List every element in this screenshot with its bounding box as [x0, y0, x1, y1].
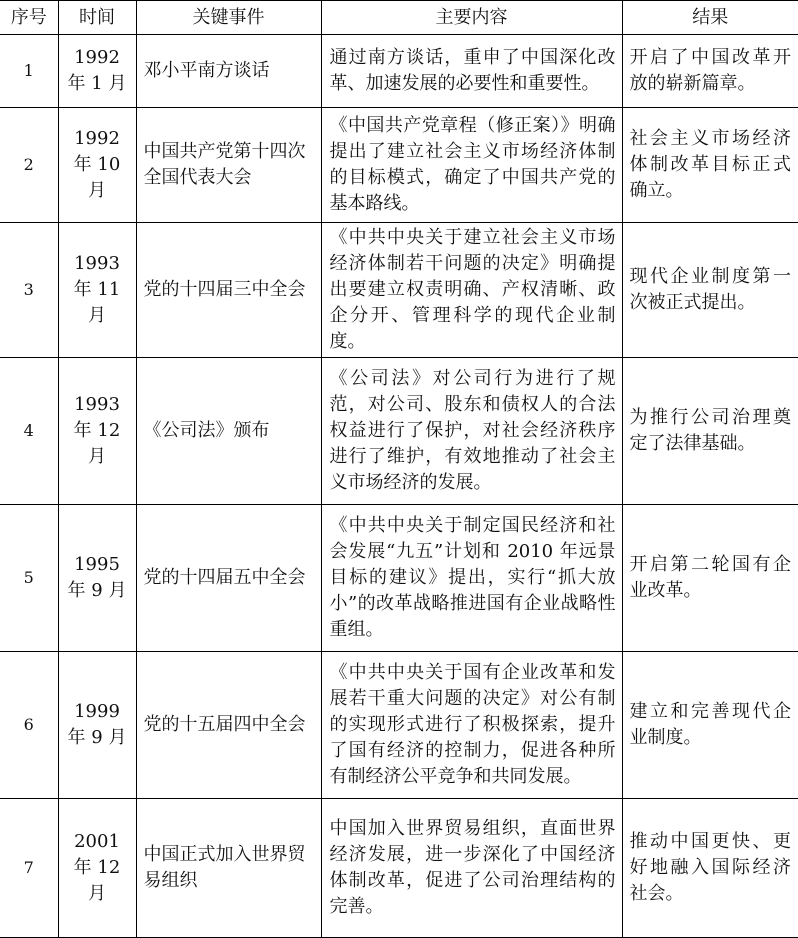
cell-content: 《中共中央关于制定国民经济和社会发展“九五”计划和 2010 年远景目标的建议》提出，实行“抓大放小”的改革战略推进国有企业战略性重组。 — [321, 505, 622, 652]
cell-content: 中国加入世界贸易组织，直面世界经济发展，进一步深化了中国经济体制改革，促进了公司治理结构的完善。 — [321, 799, 622, 938]
cell-seq: 6 — [0, 652, 58, 799]
cell-seq: 1 — [0, 35, 58, 108]
cell-time: 1993 年 11 月 — [58, 223, 136, 358]
cell-seq: 7 — [0, 799, 58, 938]
cell-content: 《中共中央关于建立社会主义市场经济体制若干问题的决定》明确提出要建立权责明确、产权清晰、政企分开、管理科学的现代企业制度。 — [321, 223, 622, 358]
cell-result: 推动中国更快、更好地融入国际经济社会。 — [622, 799, 798, 938]
header-result: 结果 — [622, 1, 798, 35]
cell-seq: 3 — [0, 223, 58, 358]
cell-event: 《公司法》颁布 — [136, 358, 321, 505]
cell-seq: 5 — [0, 505, 58, 652]
cell-content: 通过南方谈话，重申了中国深化改革、加速发展的必要性和重要性。 — [321, 35, 622, 108]
cell-time: 2001 年 12 月 — [58, 799, 136, 938]
cell-result: 社会主义市场经济体制改革目标正式确立。 — [622, 108, 798, 223]
table-row — [0, 108, 798, 223]
table-row — [0, 799, 798, 938]
cell-event: 邓小平南方谈话 — [136, 35, 321, 108]
table-row — [0, 223, 798, 358]
header-content: 主要内容 — [321, 1, 622, 35]
table-row — [0, 652, 798, 799]
cell-event: 中国共产党第十四次全国代表大会 — [136, 108, 321, 223]
table-row — [0, 505, 798, 652]
cell-seq: 2 — [0, 108, 58, 223]
cell-event: 中国正式加入世界贸易组织 — [136, 799, 321, 938]
table-row — [0, 35, 798, 108]
cell-seq: 4 — [0, 358, 58, 505]
header-time: 时间 — [58, 1, 136, 35]
cell-result: 为推行公司治理奠定了法律基础。 — [622, 358, 798, 505]
cell-event: 党的十四届五中全会 — [136, 505, 321, 652]
cell-content: 《中共中央关于国有企业改革和发展若干重大问题的决定》对公有制的实现形式进行了积极探索，提升了国有经济的控制力，促进各种所有制经济公平竞争和共同发展。 — [321, 652, 622, 799]
cell-result: 建立和完善现代企业制度。 — [622, 652, 798, 799]
header-seq: 序号 — [0, 1, 58, 35]
cell-time: 1993 年 12 月 — [58, 358, 136, 505]
cell-result: 开启了中国改革开放的崭新篇章。 — [622, 35, 798, 108]
cell-content: 《中国共产党章程（修正案）》明确提出了建立社会主义市场经济体制的目标模式，确定了中国共产党的基本路线。 — [321, 108, 622, 223]
cell-event: 党的十四届三中全会 — [136, 223, 321, 358]
cell-time: 1999 年 9 月 — [58, 652, 136, 799]
cell-content: 《公司法》对公司行为进行了规范，对公司、股东和债权人的合法权益进行了保护，对社会经济秩序进行了维护，有效地推动了社会主义市场经济的发展。 — [321, 358, 622, 505]
cell-event: 党的十五届四中全会 — [136, 652, 321, 799]
cell-time: 1992 年 10 月 — [58, 108, 136, 223]
header-event: 关键事件 — [136, 1, 321, 35]
cell-result: 现代企业制度第一次被正式提出。 — [622, 223, 798, 358]
table-row — [0, 358, 798, 505]
cell-result: 开启第二轮国有企业改革。 — [622, 505, 798, 652]
cell-time: 1992 年 1 月 — [58, 35, 136, 108]
cell-time: 1995 年 9 月 — [58, 505, 136, 652]
table-header-row — [0, 1, 798, 35]
